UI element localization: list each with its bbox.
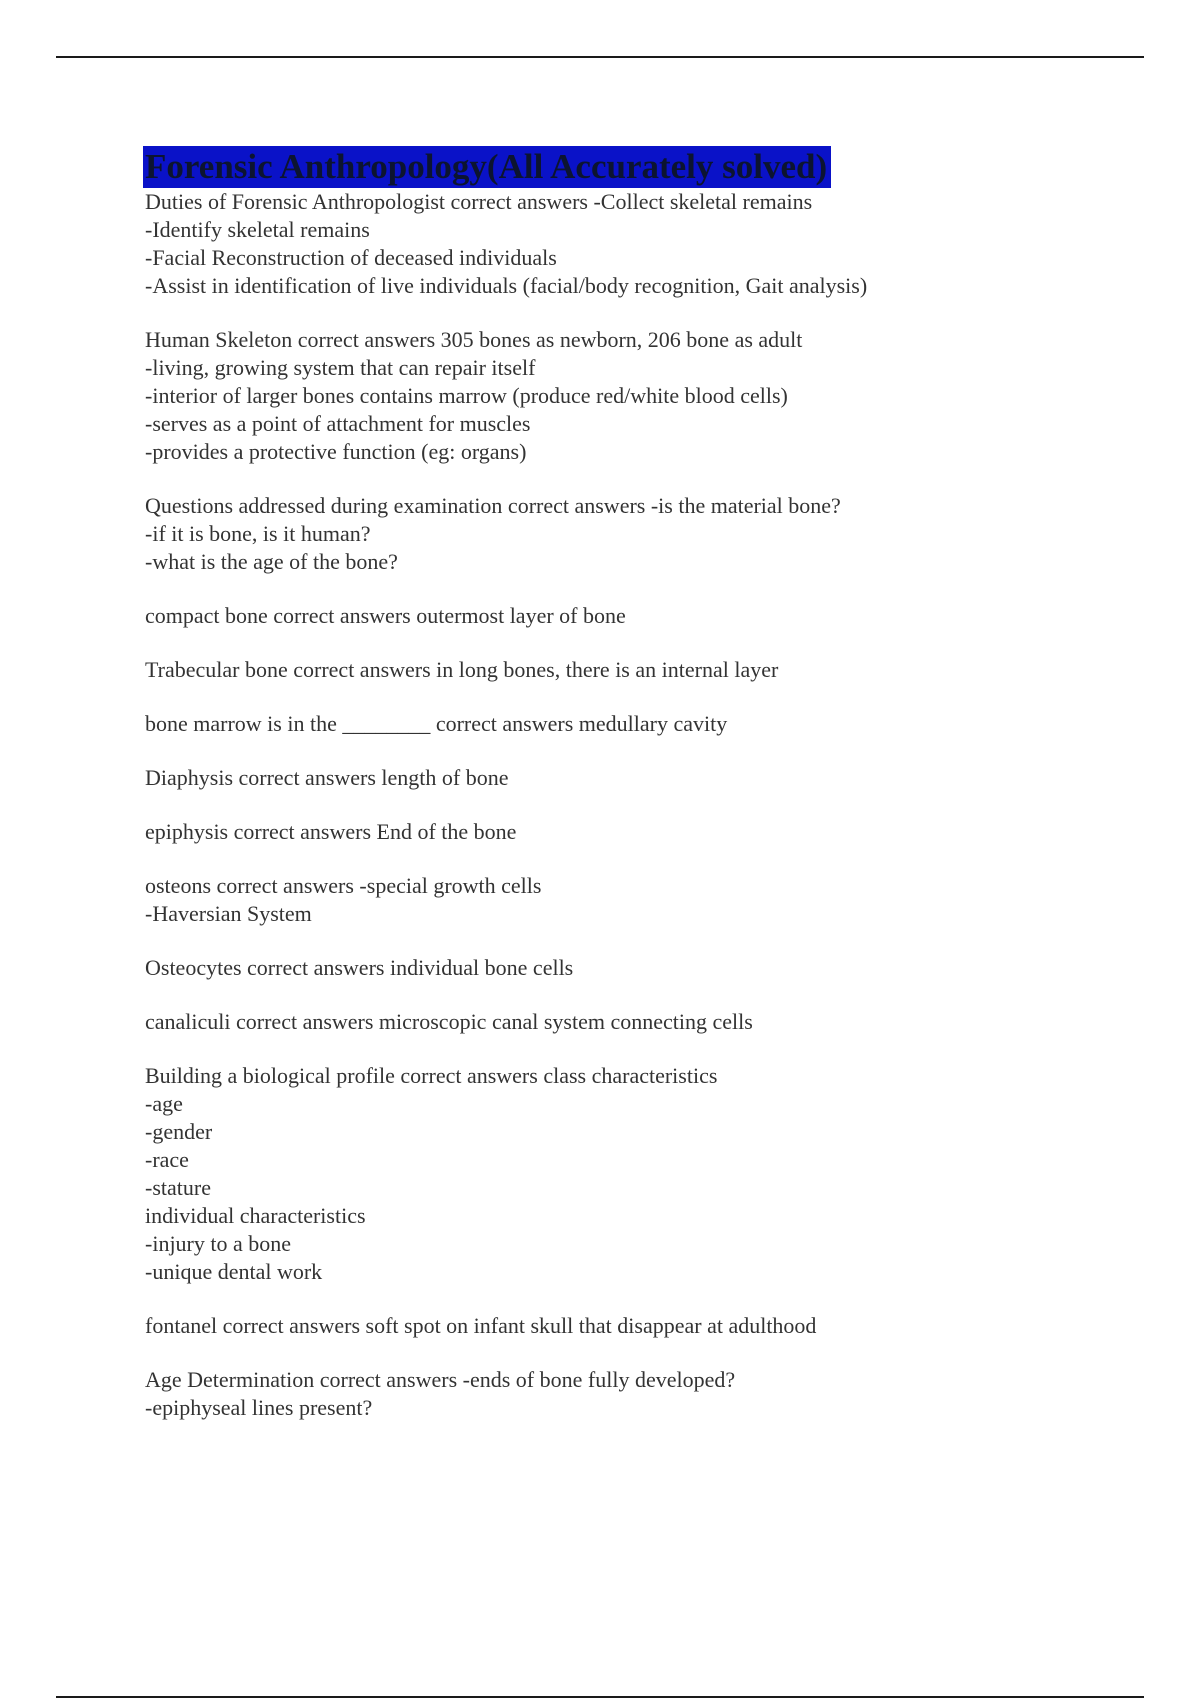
entry-line: individual characteristics [145,1203,366,1228]
document-title: Forensic Anthropology(All Accurately solved) [143,146,831,188]
entry-line: -if it is bone, is it human? [145,521,371,546]
qa-entry [145,872,1125,928]
entry-line: Building a biological profile correct answers class characteristics [145,1063,718,1088]
entry-line: compact bone correct answers outermost layer of bone [145,603,626,628]
entry-line: Human Skeleton correct answers 305 bones as newborn, 206 bone as adult [145,327,803,352]
entry-line: -provides a protective function (eg: organs) [145,439,527,464]
entry-line: Osteocytes correct answers individual bone cells [145,955,574,980]
document-body [145,146,1125,1448]
entry-line: -injury to a bone [145,1231,292,1256]
entry-line: canaliculi correct answers microscopic canal system connecting cells [145,1009,753,1034]
entry-line: -what is the age of the bone? [145,549,398,574]
qa-entry [145,1312,1125,1340]
entry-line: -interior of larger bones contains marrow (produce red/white blood cells) [145,383,788,408]
entry-line: -Assist in identification of live individuals (facial/body recognition, Gait analysis) [145,273,868,298]
entry-line: -serves as a point of attachment for muscles [145,411,531,436]
qa-entry [145,188,1125,300]
entry-line: -age [145,1091,183,1116]
entry-line: -stature [145,1175,211,1200]
entry-line: -Identify skeletal remains [145,217,370,242]
qa-entry [145,326,1125,466]
entry-line: -race [145,1147,189,1172]
entry-line: -gender [145,1119,213,1144]
entry-line: -unique dental work [145,1259,323,1284]
entry-line: Age Determination correct answers -ends of bone fully developed? [145,1367,736,1392]
qa-entry [145,954,1125,982]
footer-rule [56,1696,1144,1698]
entry-line: -Facial Reconstruction of deceased individuals [145,245,557,270]
qa-entry [145,710,1125,738]
entry-line: -epiphyseal lines present? [145,1395,373,1420]
entry-line: fontanel correct answers soft spot on infant skull that disappear at adulthood [145,1313,817,1338]
entry-line: epiphysis correct answers End of the bone [145,819,517,844]
qa-entry [145,1008,1125,1036]
qa-entry [145,602,1125,630]
entry-line: -Haversian System [145,901,312,926]
entry-line: bone marrow is in the ________ correct answers medullary cavity [145,711,728,736]
qa-entry [145,1062,1125,1286]
entry-line: Diaphysis correct answers length of bone [145,765,509,790]
entry-line: Duties of Forensic Anthropologist correct answers -Collect skeletal remains [145,189,813,214]
entry-line: -living, growing system that can repair itself [145,355,536,380]
entry-line: osteons correct answers -special growth cells [145,873,542,898]
entry-line: Questions addressed during examination correct answers -is the material bone? [145,493,841,518]
qa-entry [145,1366,1125,1422]
qa-entry [145,818,1125,846]
entry-line: Trabecular bone correct answers in long bones, there is an internal layer [145,657,779,682]
qa-entry [145,656,1125,684]
qa-entry [145,764,1125,792]
header-rule [56,56,1144,58]
qa-entry [145,492,1125,576]
